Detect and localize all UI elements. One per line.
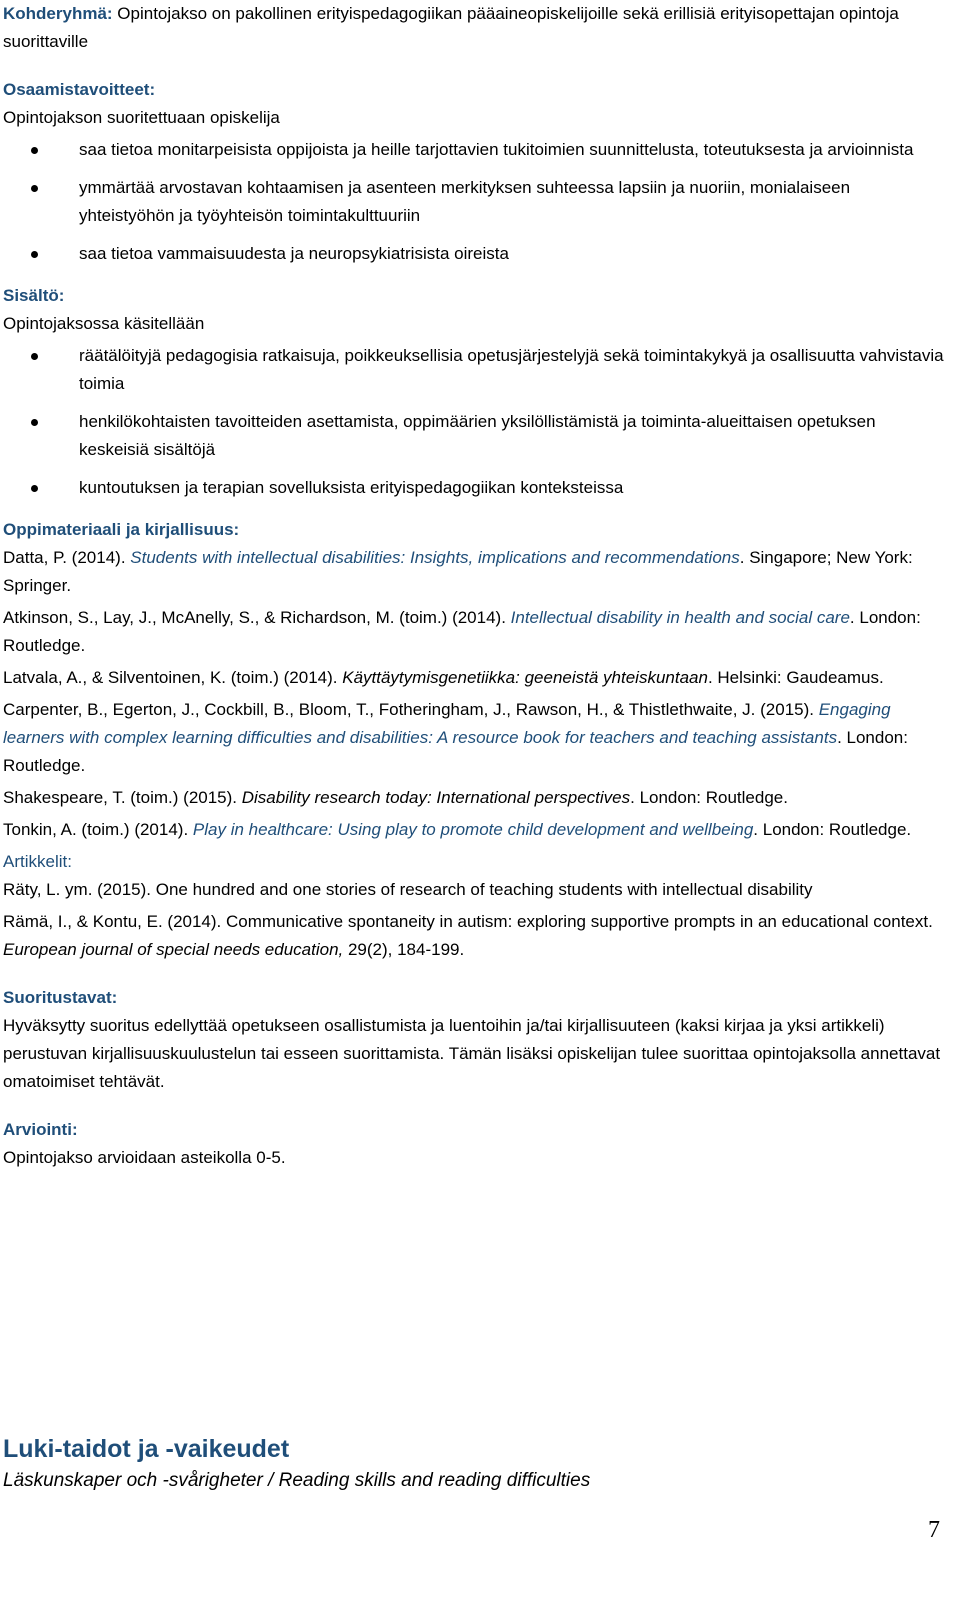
list-item-text: saa tietoa monitarpeisista oppijoista ja heille tarjottavien tukitoimien suunnittelusta, toteutuksesta ja arvioinnista (79, 140, 914, 159)
target-group (3, 0, 948, 56)
list-item (3, 474, 948, 502)
content-intro: Opintojaksossa käsitellään (3, 314, 205, 333)
list-item (3, 174, 948, 230)
list-item (3, 408, 948, 464)
completion-section (3, 984, 948, 1096)
reference-item: Tonkin, A. (toim.) (2014). Play in healthcare: Using play to promote child development and wellbeing. London: Routledge. (3, 820, 912, 839)
content-list (3, 342, 948, 502)
bullet-icon (31, 185, 38, 192)
target-group-label: Kohderyhmä: (3, 4, 113, 23)
reference-item: Rämä, I., & Kontu, E. (2014). Communicative spontaneity in autism: exploring supportive prompts in an educational context. European journal of special needs education, 29(2), 184-199. (3, 912, 933, 959)
assessment-text: Opintojakso arvioidaan asteikolla 0-5. (3, 1148, 286, 1167)
content-section (3, 282, 948, 502)
book-list (3, 544, 948, 844)
list-item (3, 240, 948, 268)
assessment-section (3, 1116, 948, 1172)
next-course-title: Luki-taidot ja -vaikeudet (3, 1435, 290, 1463)
assessment-heading: Arviointi: (3, 1120, 78, 1139)
list-item (3, 342, 948, 398)
bullet-icon (31, 147, 38, 154)
list-item (3, 136, 948, 164)
materials-heading: Oppimateriaali ja kirjallisuus: (3, 520, 240, 539)
reference-item: Atkinson, S., Lay, J., McAnelly, S., & Richardson, M. (toim.) (2014). Intellectual disability in health and social care. London: Routledge. (3, 608, 921, 655)
materials-section (3, 516, 948, 964)
reference-item: Datta, P. (2014). Students with intellectual disabilities: Insights, implications and recommendations. Singapore; New York: Springer. (3, 548, 913, 595)
article-list (3, 876, 948, 964)
learning-outcomes-intro: Opintojakson suoritettuaan opiskelija (3, 108, 280, 127)
bullet-icon (31, 353, 38, 360)
bullet-icon (31, 419, 38, 426)
learning-outcomes-section (3, 76, 948, 268)
target-group-text: Opintojakso on pakollinen erityispedagogiikan pääaineopiskelijoille sekä erillisiä erityisopettajan opintoja suorittaville (3, 4, 899, 51)
next-course-subtitle: Läskunskaper och -svårigheter / Reading skills and reading difficulties (3, 1470, 591, 1491)
list-item-text: räätälöityjä pedagogisia ratkaisuja, poikkeuksellisia opetusjärjestelyjä sekä toimintakykyä ja osallisuutta vahvistavia toimia (79, 346, 944, 393)
learning-outcomes-list (3, 136, 948, 268)
page-number: 7 (928, 1517, 940, 1543)
list-item-text: saa tietoa vammaisuudesta ja neuropsykiatrisista oireista (79, 244, 509, 263)
document-page (3, 0, 948, 1172)
bullet-icon (31, 485, 38, 492)
list-item-text: ymmärtää arvostavan kohtaamisen ja asenteen merkityksen suhteessa lapsiin ja nuoriin, monialaiseen yhteistyöhön ja työyhteisön toimintakulttuuriin (79, 178, 851, 225)
bullet-icon (31, 251, 38, 258)
reference-item: Carpenter, B., Egerton, J., Cockbill, B., Bloom, T., Fotheringham, J., Rawson, H., & Thistlethwaite, J. (2015). Engaging learners with complex learning difficulties and disabilities: A resource book for teachers and teaching assistants. London: Routledge. (3, 700, 908, 775)
reference-item: Räty, L. ym. (2015). One hundred and one stories of research of teaching students with intellectual disability (3, 880, 813, 899)
list-item-text: kuntoutuksen ja terapian sovelluksista erityispedagogiikan konteksteissa (79, 478, 624, 497)
list-item-text: henkilökohtaisten tavoitteiden asettamista, oppimäärien yksilöllistämistä ja toiminta-alueittaisen opetuksen keskeisiä sisältöjä (79, 412, 876, 459)
learning-outcomes-heading: Osaamistavoitteet: (3, 80, 156, 99)
articles-label: Artikkelit: (3, 852, 72, 871)
reference-item: Shakespeare, T. (toim.) (2015). Disability research today: International perspectives. London: Routledge. (3, 788, 788, 807)
content-heading: Sisältö: (3, 286, 65, 305)
completion-heading: Suoritustavat: (3, 988, 118, 1007)
reference-item: Latvala, A., & Silventoinen, K. (toim.) (2014). Käyttäytymisgenetiikka: geeneistä yhteiskuntaan. Helsinki: Gaudeamus. (3, 668, 884, 687)
completion-text: Hyväksytty suoritus edellyttää opetukseen osallistumista ja luentoihin ja/tai kirjallisuuteen (kaksi kirjaa ja yksi artikkeli) perustuvan kirjallisuuskuulustelun tai esseen suorittamista. Tämän lisäksi opiskelijan tulee suorittaa opintojaksolla annettavat omatoimiset tehtävät. (3, 1016, 941, 1091)
